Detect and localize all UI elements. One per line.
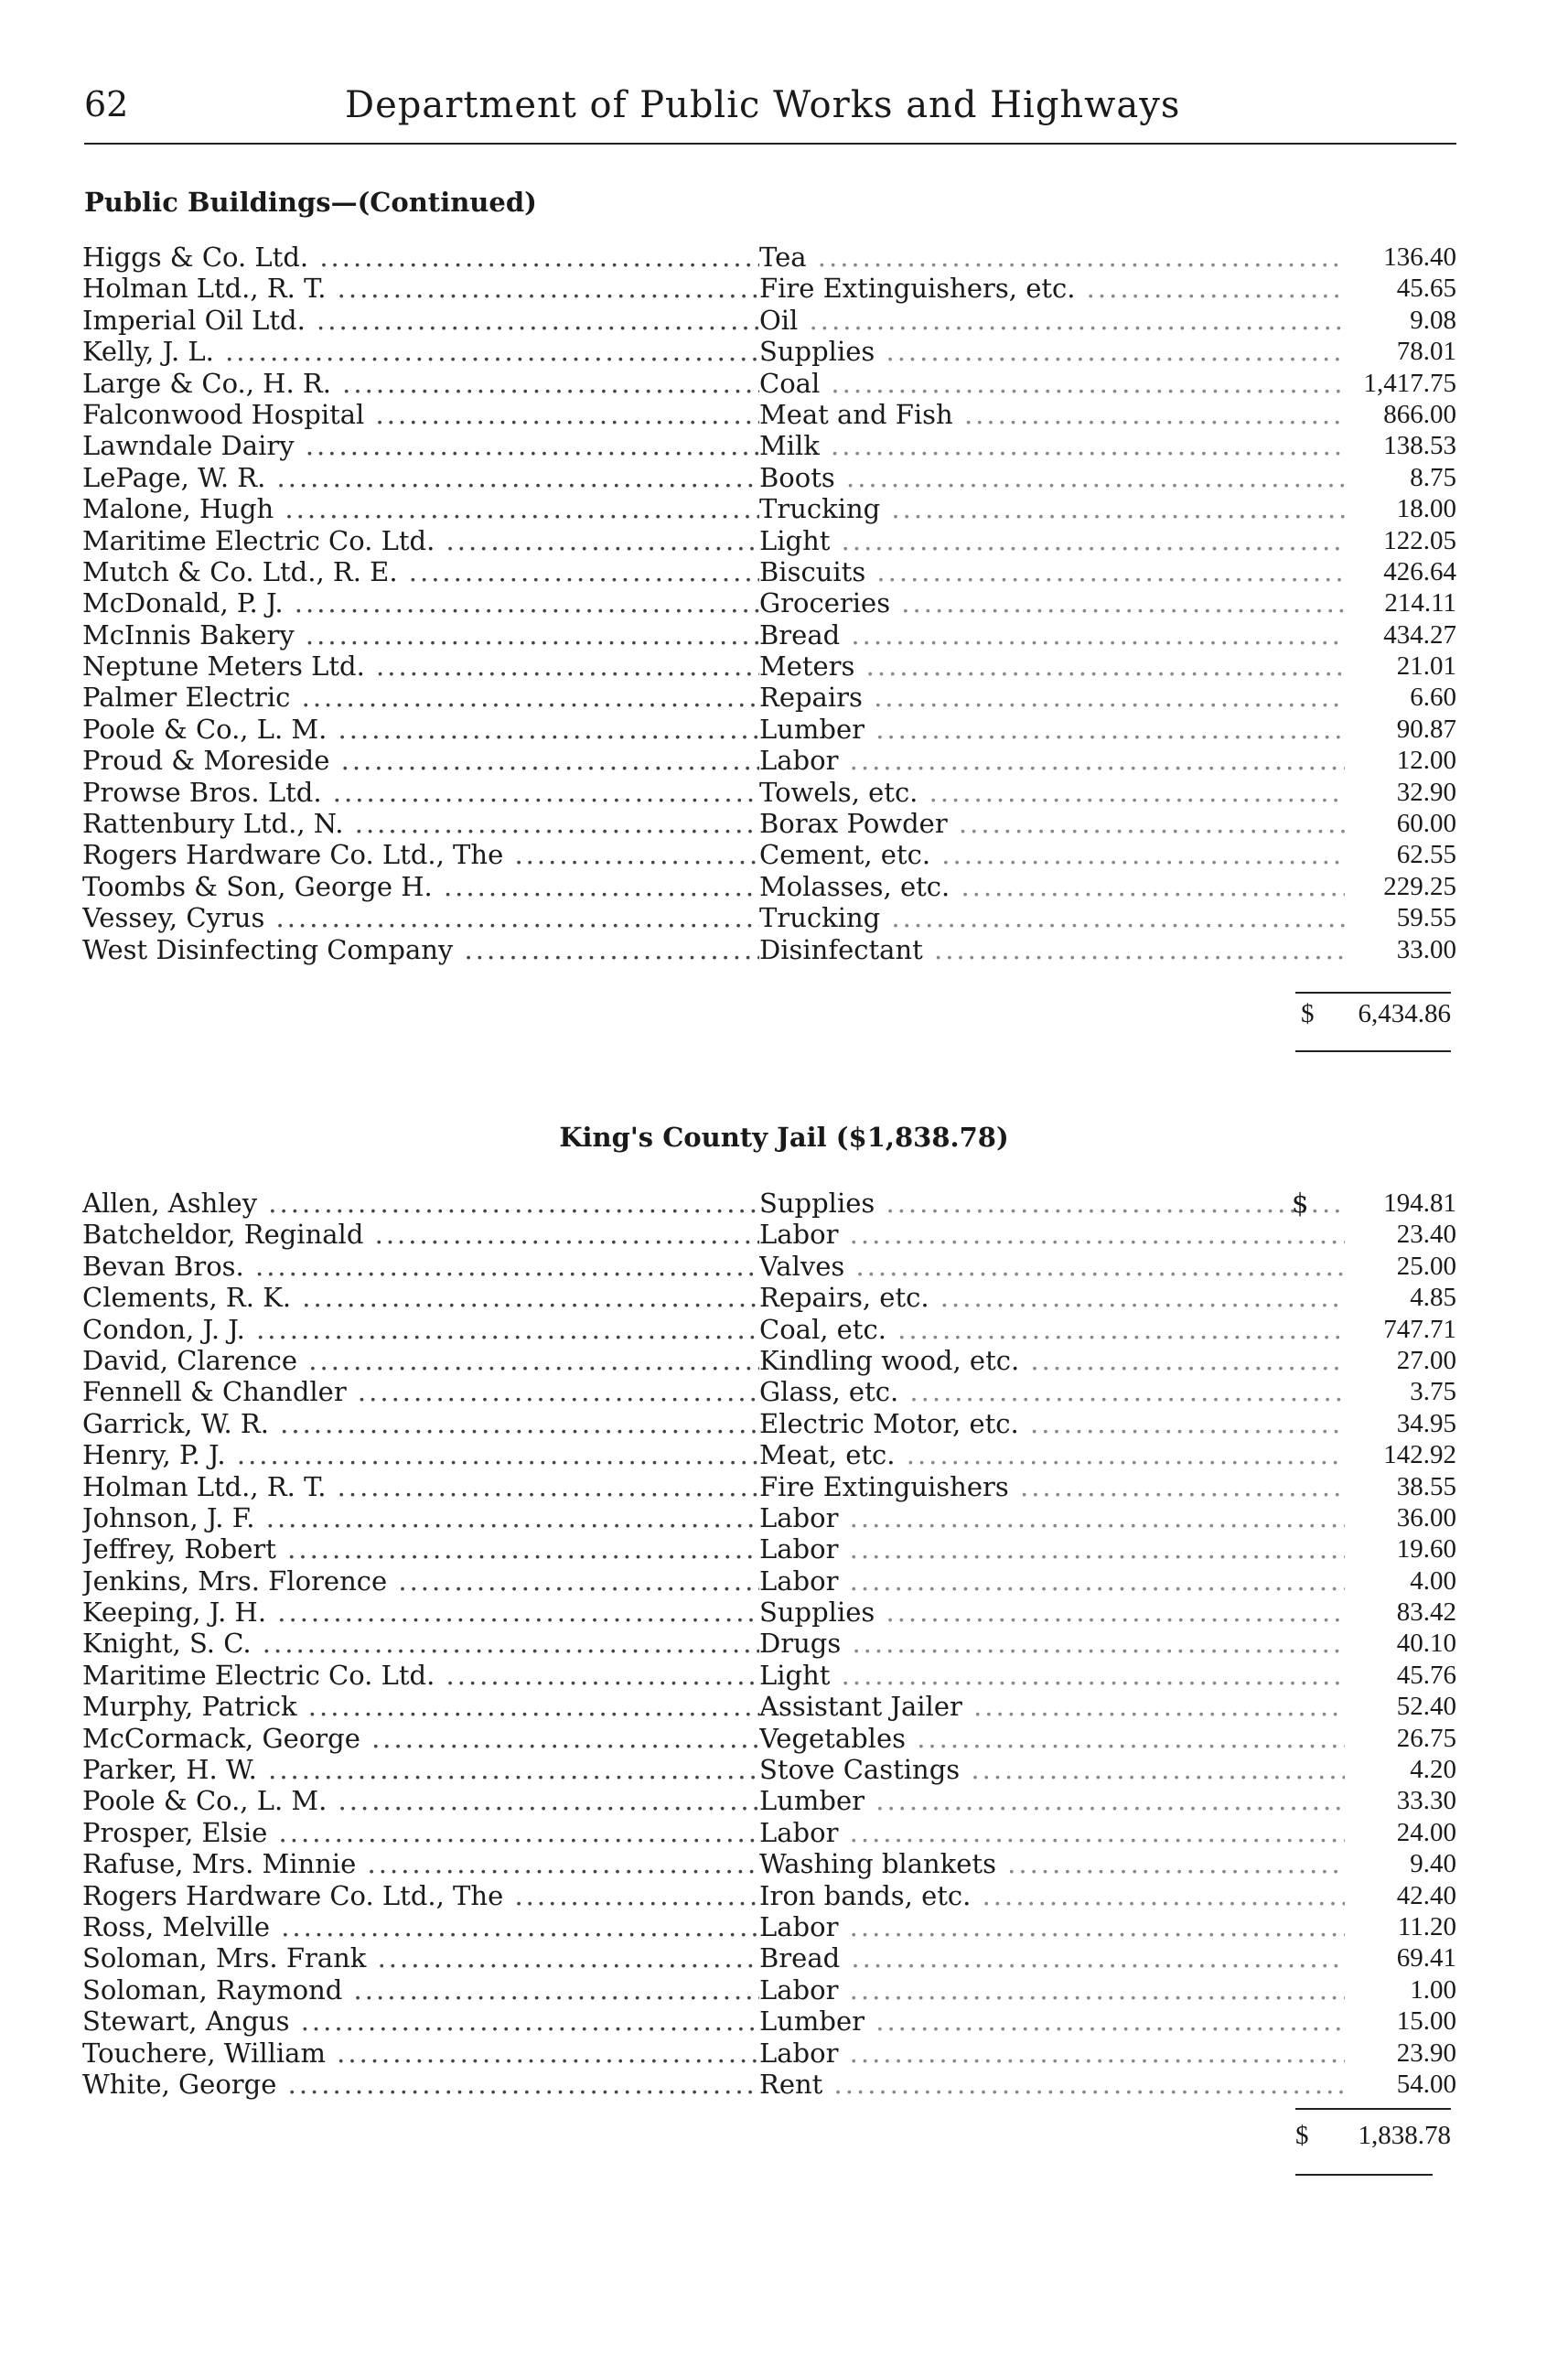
item-description: Labor ..... xyxy=(759,1533,1345,1565)
expense-row xyxy=(82,1502,1456,1533)
payee-name: Keeping, J. H. ..... xyxy=(82,1597,759,1628)
amount: 38.55 xyxy=(1396,1471,1456,1501)
item-description: Lumber ..... xyxy=(759,714,1345,745)
expense-row xyxy=(82,462,1456,493)
amount: 12.00 xyxy=(1396,746,1456,776)
expense-row xyxy=(82,1848,1456,1879)
amount: 83.42 xyxy=(1396,1597,1456,1628)
expense-row xyxy=(82,1817,1456,1848)
payee-name: Palmer Electric ..... xyxy=(82,682,759,713)
item-description: Light ..... xyxy=(759,525,1345,556)
amount: 15.00 xyxy=(1396,2006,1456,2037)
payee-name: Murphy, Patrick ..... xyxy=(82,1691,759,1722)
expense-row xyxy=(82,1911,1456,1942)
expense-row xyxy=(82,1880,1456,1911)
expense-row xyxy=(82,934,1456,965)
payee-name: Kelly, J. L. ..... xyxy=(82,336,759,367)
payee-name: Rogers Hardware Co. Ltd., The ..... xyxy=(82,1880,759,1911)
currency-sign: $ xyxy=(1292,1188,1309,1219)
item-description: Lumber ..... xyxy=(759,2006,1345,2037)
total-rule-bottom-jail xyxy=(1295,2174,1433,2176)
amount: 214.11 xyxy=(1384,588,1456,618)
expense-row xyxy=(82,1942,1456,1973)
expense-row xyxy=(82,242,1456,273)
item-description: Fire Extinguishers ..... xyxy=(759,1471,1345,1502)
expense-row xyxy=(82,619,1456,651)
amount: 32.90 xyxy=(1396,777,1456,807)
amount: 136.40 xyxy=(1383,242,1456,272)
total-currency-sign-jail: $ xyxy=(1295,2121,1309,2150)
item-description: Washing blankets ..... xyxy=(759,1848,1345,1879)
payee-name: Soloman, Raymond ..... xyxy=(82,1974,759,2006)
amount: 34.95 xyxy=(1396,1408,1456,1438)
item-description: Biscuits ..... xyxy=(759,556,1345,587)
payee-name: Vessey, Cyrus ..... xyxy=(82,902,759,933)
item-description: Labor ..... xyxy=(759,1817,1345,1848)
item-description: Meat and Fish ..... xyxy=(759,399,1345,430)
amount: 122.05 xyxy=(1383,525,1456,555)
expense-row xyxy=(82,493,1456,524)
expense-row xyxy=(82,305,1456,336)
item-description: Cement, etc. ..... xyxy=(759,839,1345,870)
payee-name: David, Clarence ..... xyxy=(82,1345,759,1376)
payee-name: Malone, Hugh ..... xyxy=(82,493,759,524)
amount: 434.27 xyxy=(1383,619,1456,650)
payee-name: Condon, J. J. ..... xyxy=(82,1314,759,1345)
item-description: Rent ..... xyxy=(759,2069,1345,2100)
expense-list-public-buildings xyxy=(82,242,1456,965)
item-description: Trucking ..... xyxy=(759,902,1345,933)
item-description: Tea ..... xyxy=(759,242,1345,273)
payee-name: Holman Ltd., R. T. ..... xyxy=(82,1471,759,1502)
payee-name: Falconwood Hospital ..... xyxy=(82,399,759,430)
item-description: Labor ..... xyxy=(759,1911,1345,1942)
expense-row xyxy=(82,1408,1456,1439)
payee-name: Holman Ltd., R. T. ..... xyxy=(82,273,759,304)
amount: 9.08 xyxy=(1410,305,1456,335)
payee-name: Ross, Melville ..... xyxy=(82,1911,759,1942)
amount: 3.75 xyxy=(1410,1377,1456,1407)
payee-name: Bevan Bros. ..... xyxy=(82,1251,759,1282)
amount: 4.00 xyxy=(1410,1565,1456,1596)
item-description: Molasses, etc. ..... xyxy=(759,871,1345,902)
amount: 24.00 xyxy=(1396,1817,1456,1847)
amount: 26.75 xyxy=(1396,1723,1456,1753)
amount: 138.53 xyxy=(1383,431,1456,461)
amount: 194.81 xyxy=(1383,1188,1456,1218)
item-description: Assistant Jailer ..... xyxy=(759,1691,1345,1722)
payee-name: White, George ..... xyxy=(82,2069,759,2100)
item-description: Kindling wood, etc. ..... xyxy=(759,1345,1345,1376)
payee-name: Allen, Ashley ..... xyxy=(82,1188,759,1219)
expense-row xyxy=(82,777,1456,808)
amount: 27.00 xyxy=(1396,1345,1456,1375)
expense-row xyxy=(82,902,1456,933)
payee-name: Prowse Bros. Ltd. ..... xyxy=(82,777,759,808)
amount: 18.00 xyxy=(1396,494,1456,524)
total-rule-top-jail xyxy=(1295,2108,1451,2110)
amount: 4.85 xyxy=(1410,1283,1456,1313)
payee-name: Prosper, Elsie ..... xyxy=(82,1817,759,1848)
expense-row xyxy=(82,368,1456,399)
payee-name: Clements, R. K. ..... xyxy=(82,1282,759,1313)
expense-row xyxy=(82,1785,1456,1816)
amount: 11.20 xyxy=(1397,1911,1456,1941)
expense-row xyxy=(82,1439,1456,1470)
payee-name: Large & Co., H. R. ..... xyxy=(82,368,759,399)
expense-row xyxy=(82,1376,1456,1407)
payee-name: Proud & Moreside ..... xyxy=(82,745,759,776)
amount: 142.92 xyxy=(1383,1440,1456,1470)
expense-row xyxy=(82,1533,1456,1565)
amount: 78.01 xyxy=(1396,337,1456,367)
payee-name: McDonald, P. J. ..... xyxy=(82,587,759,618)
item-description: Meat, etc. ..... xyxy=(759,1439,1345,1470)
department-title: Department of Public Works and Highways xyxy=(345,84,1181,126)
expense-row xyxy=(82,1219,1456,1250)
amount: 19.60 xyxy=(1396,1534,1456,1565)
item-description: Labor ..... xyxy=(759,2038,1345,2069)
item-description: Vegetables ..... xyxy=(759,1723,1345,1754)
payee-name: Imperial Oil Ltd. ..... xyxy=(82,305,759,336)
expense-row xyxy=(82,430,1456,461)
payee-name: Toombs & Son, George H. ..... xyxy=(82,871,759,902)
payee-name: Batcheldor, Reginald ..... xyxy=(82,1219,759,1250)
item-description: Labor ..... xyxy=(759,745,1345,776)
payee-name: Poole & Co., L. M. ..... xyxy=(82,1785,759,1816)
item-description: Drugs ..... xyxy=(759,1628,1345,1659)
item-description: Iron bands, etc. ..... xyxy=(759,1880,1345,1911)
expense-row xyxy=(82,1974,1456,2006)
amount: 45.76 xyxy=(1396,1660,1456,1690)
item-description: Supplies ..... xyxy=(759,336,1345,367)
item-description: Light ..... xyxy=(759,1660,1345,1691)
payee-name: Garrick, W. R. ..... xyxy=(82,1408,759,1439)
expense-row xyxy=(82,1597,1456,1628)
payee-name: Rafuse, Mrs. Minnie ..... xyxy=(82,1848,759,1879)
expense-row xyxy=(82,839,1456,870)
amount: 25.00 xyxy=(1396,1251,1456,1281)
page-header xyxy=(84,84,1456,139)
amount: 866.00 xyxy=(1383,399,1456,429)
item-description: Glass, etc. ..... xyxy=(759,1376,1345,1407)
amount: 90.87 xyxy=(1396,714,1456,744)
section-total-public-buildings: 6,434.86 xyxy=(1358,999,1451,1028)
payee-name: Poole & Co., L. M. ..... xyxy=(82,714,759,745)
payee-name: West Disinfecting Company ..... xyxy=(82,934,759,965)
amount: 229.25 xyxy=(1383,871,1456,901)
expense-row xyxy=(82,682,1456,713)
item-description: Stove Castings ..... xyxy=(759,1754,1345,1785)
expense-row xyxy=(82,587,1456,618)
payee-name: Higgs & Co. Ltd. ..... xyxy=(82,242,759,273)
expense-row xyxy=(82,871,1456,902)
amount: 9.40 xyxy=(1410,1849,1456,1879)
payee-name: Maritime Electric Co. Ltd. ..... xyxy=(82,1660,759,1691)
amount: 33.00 xyxy=(1396,934,1456,964)
section-title-kings-county-jail: King's County Jail ($1,838.78) xyxy=(559,1122,1009,1153)
amount: 52.40 xyxy=(1396,1692,1456,1722)
payee-name: Stewart, Angus ..... xyxy=(82,2006,759,2037)
item-description: Labor ..... xyxy=(759,1974,1345,2006)
payee-name: McInnis Bakery ..... xyxy=(82,619,759,651)
payee-name: Maritime Electric Co. Ltd. ..... xyxy=(82,525,759,556)
expense-row xyxy=(82,2069,1456,2100)
item-description: Coal, etc. ..... xyxy=(759,1314,1345,1345)
item-description: Electric Motor, etc. ..... xyxy=(759,1408,1345,1439)
expense-row xyxy=(82,1251,1456,1282)
expense-row xyxy=(82,1660,1456,1691)
expense-row xyxy=(82,525,1456,556)
amount: 69.41 xyxy=(1396,1943,1456,1973)
payee-name: Neptune Meters Ltd. ..... xyxy=(82,651,759,682)
page-number: 62 xyxy=(84,84,129,124)
payee-name: Jenkins, Mrs. Florence ..... xyxy=(82,1565,759,1597)
expense-row xyxy=(82,273,1456,304)
expense-row xyxy=(82,651,1456,682)
item-description: Coal ..... xyxy=(759,368,1345,399)
item-description: Borax Powder ..... xyxy=(759,808,1345,839)
payee-name: Parker, H. W. ..... xyxy=(82,1754,759,1785)
amount: 62.55 xyxy=(1396,840,1456,870)
amount: 1.00 xyxy=(1410,1974,1456,2005)
amount: 59.55 xyxy=(1396,903,1456,933)
section-total-kings-county-jail: 1,838.78 xyxy=(1358,2121,1451,2150)
expense-row xyxy=(82,336,1456,367)
item-description: Supplies ..... xyxy=(759,1188,1345,1219)
amount: 23.90 xyxy=(1396,2038,1456,2068)
expense-row xyxy=(82,2038,1456,2069)
payee-name: Knight, S. C. ..... xyxy=(82,1628,759,1659)
expense-row xyxy=(82,1723,1456,1754)
item-description: Fire Extinguishers, etc. ..... xyxy=(759,273,1345,304)
amount: 23.40 xyxy=(1396,1220,1456,1250)
item-description: Bread ..... xyxy=(759,619,1345,651)
amount: 1,417.75 xyxy=(1363,368,1456,398)
expense-row xyxy=(82,1471,1456,1502)
item-description: Repairs, etc. ..... xyxy=(759,1282,1345,1313)
amount: 60.00 xyxy=(1396,809,1456,839)
expense-list-kings-county-jail xyxy=(82,1188,1456,2100)
expense-row xyxy=(82,1345,1456,1376)
expense-row xyxy=(82,1754,1456,1785)
payee-name: Rogers Hardware Co. Ltd., The ..... xyxy=(82,839,759,870)
amount: 42.40 xyxy=(1396,1880,1456,1910)
expense-row xyxy=(82,808,1456,839)
amount: 21.01 xyxy=(1396,651,1456,682)
payee-name: Jeffrey, Robert ..... xyxy=(82,1533,759,1565)
payee-name: Fennell & Chandler ..... xyxy=(82,1376,759,1407)
payee-name: Johnson, J. F. ..... xyxy=(82,1502,759,1533)
expense-row xyxy=(82,1314,1456,1345)
expense-row xyxy=(82,1188,1456,1219)
payee-name: McCormack, George ..... xyxy=(82,1723,759,1754)
payee-name: Mutch & Co. Ltd., R. E. ..... xyxy=(82,556,759,587)
amount: 54.00 xyxy=(1396,2069,1456,2099)
payee-name: Lawndale Dairy ..... xyxy=(82,430,759,461)
expense-row xyxy=(82,399,1456,430)
payee-name: Henry, P. J. ..... xyxy=(82,1439,759,1470)
item-description: Milk ..... xyxy=(759,430,1345,461)
item-description: Groceries ..... xyxy=(759,587,1345,618)
payee-name: Rattenbury Ltd., N. ..... xyxy=(82,808,759,839)
item-description: Labor ..... xyxy=(759,1219,1345,1250)
amount: 45.65 xyxy=(1396,274,1456,304)
total-rule-bottom xyxy=(1295,1050,1451,1052)
item-description: Meters ..... xyxy=(759,651,1345,682)
amount: 8.75 xyxy=(1410,462,1456,492)
amount: 36.00 xyxy=(1396,1502,1456,1532)
item-description: Towels, etc. ..... xyxy=(759,777,1345,808)
expense-row xyxy=(82,2006,1456,2037)
expense-row xyxy=(82,745,1456,776)
section-title-public-buildings: Public Buildings—(Continued) xyxy=(84,187,537,218)
payee-name: Touchere, William ..... xyxy=(82,2038,759,2069)
amount: 40.10 xyxy=(1396,1629,1456,1659)
expense-row xyxy=(82,1628,1456,1659)
expense-row xyxy=(82,714,1456,745)
item-description: Trucking ..... xyxy=(759,493,1345,524)
expense-row xyxy=(82,1691,1456,1722)
item-description: Boots ..... xyxy=(759,462,1345,493)
item-description: Labor ..... xyxy=(759,1565,1345,1597)
expense-row xyxy=(82,1565,1456,1597)
expense-row xyxy=(82,556,1456,587)
item-description: Supplies ..... xyxy=(759,1597,1345,1628)
item-description: Valves ..... xyxy=(759,1251,1345,1282)
total-currency-sign: $ xyxy=(1301,999,1315,1028)
item-description: Disinfectant ..... xyxy=(759,934,1345,965)
item-description: Bread ..... xyxy=(759,1942,1345,1973)
expense-row xyxy=(82,1282,1456,1313)
amount: 426.64 xyxy=(1383,556,1456,586)
amount: 6.60 xyxy=(1410,683,1456,713)
amount: 4.20 xyxy=(1410,1755,1456,1785)
item-description: Repairs ..... xyxy=(759,682,1345,713)
total-rule-top xyxy=(1295,992,1451,994)
payee-name: LePage, W. R. ..... xyxy=(82,462,759,493)
amount: 33.30 xyxy=(1396,1786,1456,1816)
header-rule xyxy=(84,143,1456,145)
amount: 747.71 xyxy=(1383,1314,1456,1344)
item-description: Labor ..... xyxy=(759,1502,1345,1533)
item-description: Lumber ..... xyxy=(759,1785,1345,1816)
payee-name: Soloman, Mrs. Frank ..... xyxy=(82,1942,759,1973)
item-description: Oil ..... xyxy=(759,305,1345,336)
